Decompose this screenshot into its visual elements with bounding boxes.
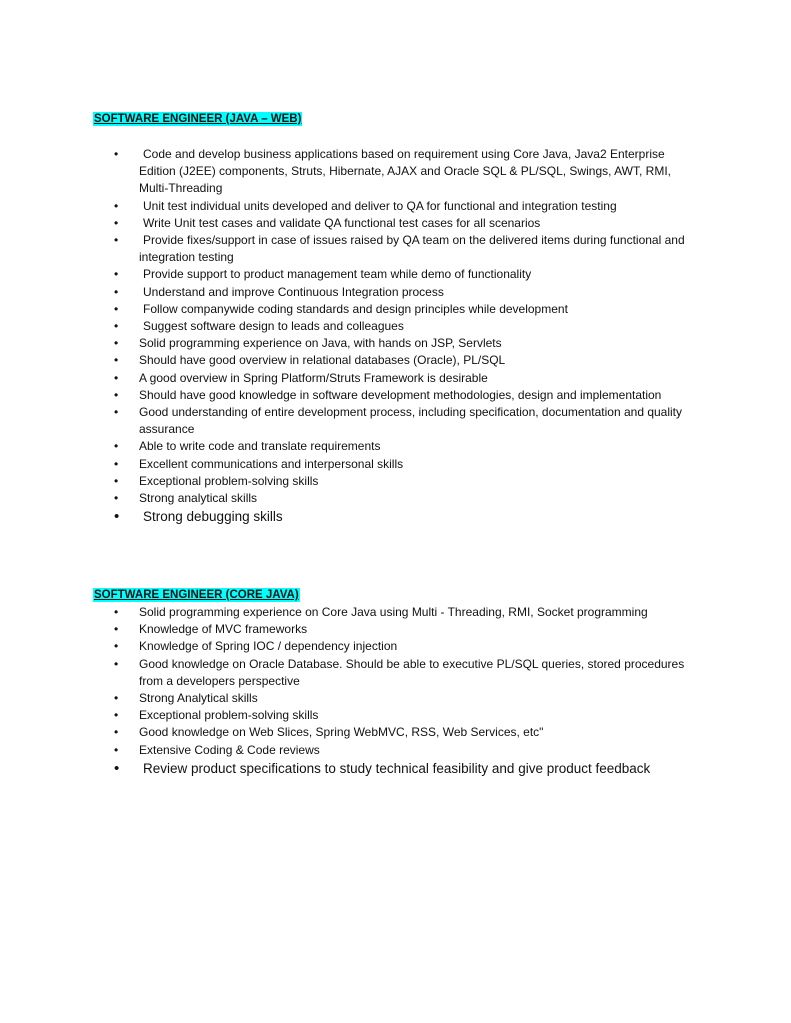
core-java-requirements-list (0, 604, 791, 779)
section-heading-java-web: SOFTWARE ENGINEER (JAVA – WEB) (94, 113, 302, 125)
list-item: • Solid programming experience on Java, with hands on JSP, Servlets (0, 335, 698, 352)
bullet-icon: • (114, 215, 119, 230)
bullet-icon: • (114, 742, 119, 757)
list-item: • Provide support to product management team while demo of functionality (0, 266, 698, 283)
bullet-icon: • (114, 336, 119, 351)
bullet-icon: • (114, 387, 119, 402)
list-item: • Exceptional problem-solving skills (0, 707, 698, 724)
bullet-icon: • (114, 198, 119, 213)
list-item: • Code and develop business applications based on requirement using Core Java, Java2 Enterprise Edition (J2EE) components, Struts, Hibernate, AJAX and Oracle SQL & PL/SQL, Swings, AWT, RMI, Multi-Threading (114, 147, 672, 196)
list-item: • Review product specifications to study technical feasibility and give product feedback (114, 759, 651, 777)
list-item: • Excellent communications and interpersonal skills (0, 456, 698, 473)
list-item: • Able to write code and translate requirements (0, 438, 698, 455)
bullet-icon: • (114, 147, 119, 161)
list-item: • Knowledge of Spring IOC / dependency injection (0, 638, 698, 655)
list-item: • Good knowledge on Web Slices, Spring WebMVC, RSS, Web Services, etc" (0, 724, 698, 741)
bullet-icon: • (114, 405, 119, 420)
list-item: • Exceptional problem-solving skills (0, 473, 698, 490)
bullet-icon: • (114, 439, 119, 454)
section-heading-core-java: SOFTWARE ENGINEER (CORE JAVA) (94, 589, 299, 601)
bullet-icon: • (114, 656, 119, 671)
list-item: • Knowledge of MVC frameworks (0, 621, 698, 638)
list-item: • Strong Analytical skills (0, 690, 698, 707)
bullet-icon: • (114, 759, 120, 777)
list-item: • A good overview in Spring Platform/Struts Framework is desirable (0, 370, 698, 387)
list-item: • Should have good knowledge in software development methodologies, design and implementation (0, 387, 698, 404)
bullet-icon: • (114, 319, 119, 334)
list-item: • Understand and improve Continuous Integration process (0, 284, 698, 301)
list-item: • Good knowledge on Oracle Database. Should be able to executive PL/SQL queries, stored procedures from a developers perspective (114, 656, 685, 688)
java-web-requirements-list (0, 146, 791, 527)
bullet-icon: • (114, 353, 119, 368)
bullet-icon: • (114, 267, 119, 282)
bullet-icon: • (114, 456, 119, 471)
bullet-icon: • (114, 233, 119, 248)
list-item: • Strong analytical skills (0, 490, 698, 507)
bullet-icon: • (114, 622, 119, 637)
bullet-icon: • (114, 491, 119, 506)
bullet-icon: • (114, 605, 119, 619)
bullet-icon: • (114, 639, 119, 654)
bullet-icon: • (114, 284, 119, 299)
bullet-icon: • (114, 370, 119, 385)
bullet-icon: • (114, 473, 119, 488)
list-item: • Extensive Coding & Code reviews (0, 742, 698, 759)
list-item: • Unit test individual units developed and deliver to QA for functional and integration testing (0, 198, 698, 215)
bullet-icon: • (114, 691, 119, 706)
bullet-icon: • (114, 708, 119, 723)
list-item: • Follow companywide coding standards and design principles while development (0, 301, 698, 318)
list-item: • Good understanding of entire development process, including specification, documentation and quality assurance (114, 405, 683, 437)
bullet-icon: • (114, 508, 120, 526)
bullet-icon: • (114, 301, 119, 316)
list-item: • Provide fixes/support in case of issues raised by QA team on the delivered items during functional and integration testing (114, 233, 685, 265)
list-item: • Strong debugging skills (114, 508, 283, 526)
list-item: • Should have good overview in relational databases (Oracle), PL/SQL (0, 352, 698, 369)
list-item: • Write Unit test cases and validate QA functional test cases for all scenarios (0, 215, 698, 232)
bullet-icon: • (114, 725, 119, 740)
list-item: • Suggest software design to leads and colleagues (0, 318, 698, 335)
list-item: • Solid programming experience on Core Java using Multi - Threading, RMI, Socket programming (0, 604, 698, 621)
